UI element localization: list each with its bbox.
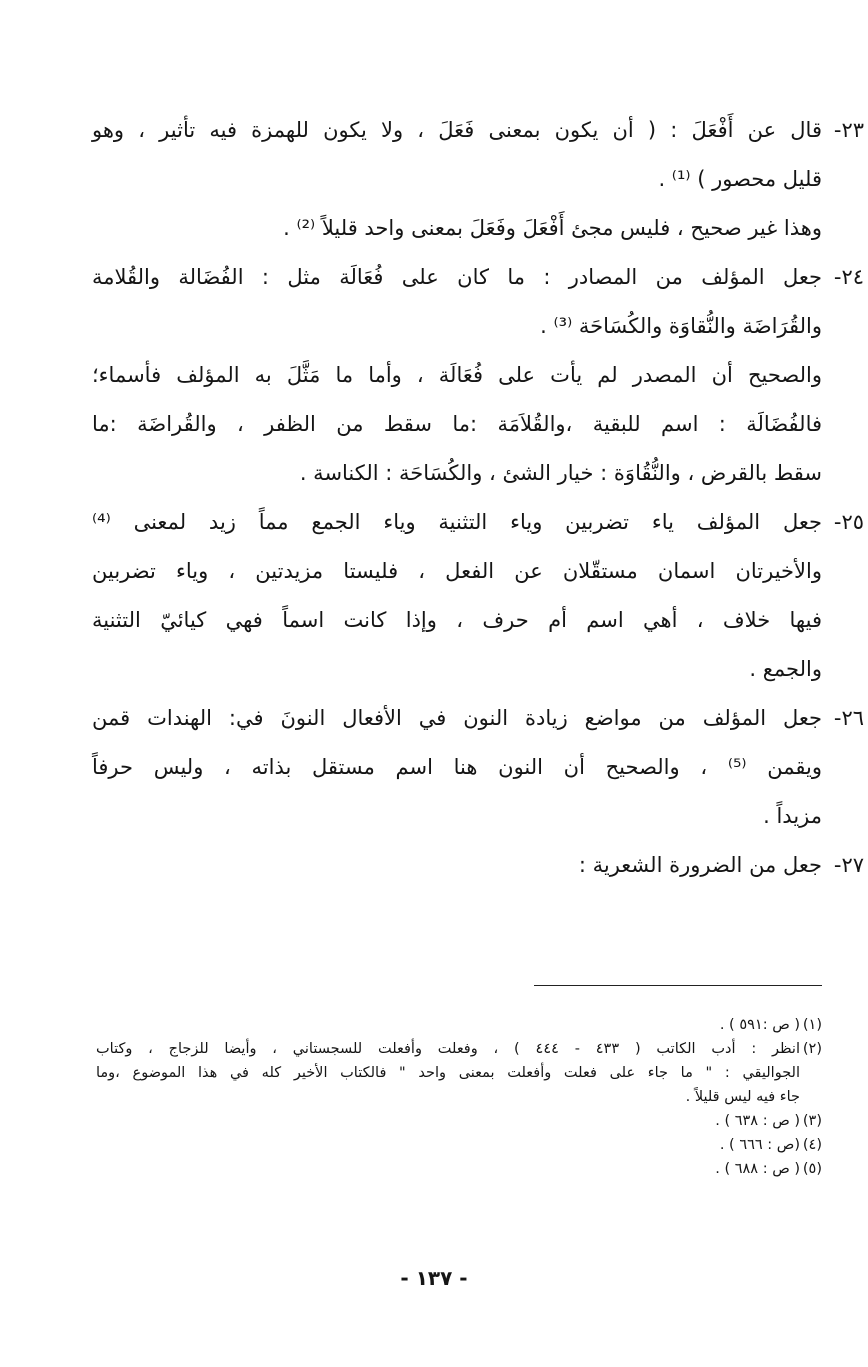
footnote-separator [534, 985, 822, 986]
item-number: ٢٥- [833, 510, 864, 534]
text-line: والأخيرتان اسمان مستقّلان عن الفعل ، فليستا مزيدتين ، وياء تضربين [92, 559, 822, 583]
footnote-number: (٢) [802, 1041, 822, 1057]
text-line: قليل محصور ) ⁽¹⁾ . [658, 167, 822, 191]
footnote-4 [96, 1133, 822, 1157]
text-line: جعل المؤلف ياء تضربين وياء التثنية وياء الجمع مماً زيد لمعنى ⁽⁴⁾ [92, 510, 822, 534]
item-25 [92, 498, 864, 694]
text-line: والجمع . [749, 657, 822, 681]
item-24-comment [92, 351, 822, 498]
item-number: ٢٣- [833, 118, 864, 142]
footnote-number: (٥) [802, 1161, 822, 1177]
footnote-number: (٣) [802, 1113, 822, 1129]
footnote-number: (٤) [802, 1137, 822, 1153]
text-line: جعل المؤلف من مواضع زيادة النون في الأفعال النونَ في: الهندات قمن [92, 706, 822, 730]
footnote-line: انظر : أدب الكاتب ( ٤٣٣ - ٤٤٤ ) ، وفعلت وأفعلت للسجستاني ، وأيضا للزجاج ، وكتاب [96, 1041, 800, 1057]
footnote-3 [96, 1109, 822, 1133]
text-line: سقط بالقرض ، والنُّقُاوَة : خيار الشئ ، والكُسَاحَة : الكناسة . [299, 461, 822, 485]
footnote-5 [96, 1157, 822, 1181]
item-23 [92, 106, 864, 204]
text-line: مزيداً . [763, 804, 822, 828]
item-number: ٢٦- [833, 706, 864, 730]
main-text [92, 106, 864, 890]
footnote-line: الجواليقي : " ما جاء على فعلت وأفعلت بمعنى واحد " فالكتاب الأخير كله في هذا الموضوع ،وما [96, 1065, 800, 1081]
footnotes [96, 1013, 822, 1181]
footnote-line: (ص : ٦٦٦ ) . [719, 1137, 800, 1153]
item-27 [92, 841, 864, 890]
item-24 [92, 253, 864, 351]
footnote-1 [96, 1013, 822, 1037]
footnote-line: ( ص : ٦٣٨ ) . [715, 1113, 800, 1129]
text-line: والقُرَاضَة والنُّقاوَة والكُسَاحَة ⁽³⁾ . [540, 314, 822, 338]
page-number: - ١٣٧ - [400, 1266, 468, 1290]
item-23-comment [92, 204, 822, 253]
text-line: قال عن أَفْعَلَ : ( أن يكون بمعنى فَعَلَ ، ولا يكون للهمزة فيه تأثير ، وهو [92, 118, 822, 142]
text-line: جعل المؤلف من المصادر : ما كان على فُعَالَة مثل : الفُضَالة والقُلامة [92, 265, 822, 289]
text-line: ويقمن ⁽⁵⁾ ، والصحيح أن النون هنا اسم مستقل بذاته ، وليس حرفاً [92, 755, 822, 779]
item-number: ٢٧- [833, 853, 864, 877]
footnote-number: (١) [802, 1017, 822, 1033]
footnote-line: جاء فيه ليس قليلاً . [685, 1089, 800, 1105]
footnote-line: ( ص :٥٩١ ) . [719, 1017, 800, 1033]
text-line: وهذا غير صحيح ، فليس مجئ أَفْعَلَ وفَعَلَ بمعنى واحد قليلاً ⁽²⁾ . [283, 216, 822, 240]
item-26 [92, 694, 864, 841]
footnote-line: ( ص : ٦٨٨ ) . [715, 1161, 800, 1177]
text-line: والصحيح أن المصدر لم يأت على فُعَالَة ، وأما ما مَثَّلَ به المؤلف فأسماء؛ [92, 363, 822, 387]
text-line: جعل من الضرورة الشعرية : [578, 853, 822, 877]
text-line: فيها خلاف ، أهي اسم أم حرف ، وإذا كانت اسماً فهي كيائيّ التثنية [92, 608, 822, 632]
item-number: ٢٤- [833, 265, 864, 289]
text-line: فالفُضَالَة : اسم للبقية ،والقُلاَمَة :ما سقط من الظفر ، والقُراضَة :ما [92, 412, 822, 436]
footnote-2 [96, 1037, 822, 1109]
